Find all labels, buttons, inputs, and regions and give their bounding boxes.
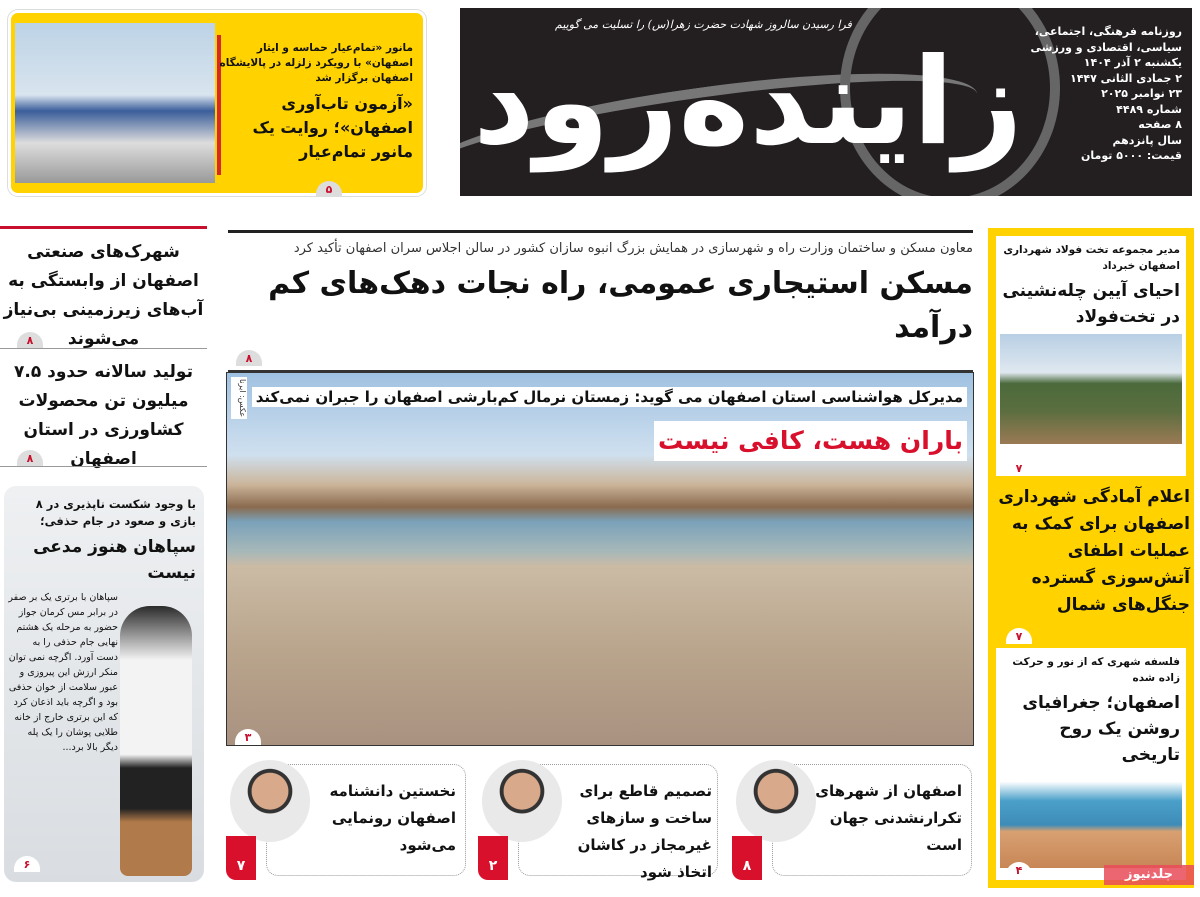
headline[interactable]: تولید سالانه حدود ۷.۵ میلیون تن محصولات کشاورزی در استان اصفهان: [14, 362, 193, 469]
right-story[interactable]: [996, 648, 1186, 880]
headline[interactable]: سپاهان هنوز مدعی نیست: [33, 537, 196, 583]
headline[interactable]: «آزمون تاب‌آوری اصفهان»؛ روایت یک مانور تمام‌عیار: [252, 94, 413, 161]
kicker: مدیر مجموعه تخت فولاد شهرداری اصفهان خبرداد: [1003, 244, 1180, 272]
lead-headline[interactable]: مسکن استیجاری عمومی، راه نجات دهک‌های کم درآمد: [268, 266, 973, 345]
issue-info: [1031, 24, 1183, 164]
kicker: مانور «تمام‌عیار حماسه و ایثار اصفهان» با رویکرد زلزله در پالایشگاه اصفهان برگزار شد: [219, 42, 413, 84]
info-issue: شماره ۴۴۸۹: [1116, 102, 1182, 116]
portrait-photo: [482, 760, 562, 842]
profile-story[interactable]: [226, 756, 466, 880]
info-pages: ۸ صفحه: [1138, 118, 1182, 131]
headline[interactable]: نخستین دانشنامه اصفهان رونمایی می‌شود: [329, 782, 456, 854]
page-number: ۶: [14, 856, 40, 872]
info-price: قیمت: ۵۰۰۰ تومان: [1081, 149, 1182, 162]
profile-story[interactable]: [732, 756, 972, 880]
divider: [0, 466, 207, 467]
portrait-photo: [230, 760, 310, 842]
portrait-photo: [736, 760, 816, 842]
info-date: یکشنبه ۲ آذر ۱۴۰۴: [1083, 56, 1182, 69]
divider: [0, 348, 207, 349]
page-number: ۷: [1006, 628, 1032, 644]
profile-story[interactable]: [478, 756, 718, 880]
tagline: فرا رسیدن سالروز شهادت حضرت زهرا(س) را تسلیت می گوییم: [555, 18, 852, 31]
page-number: ۷: [1006, 460, 1032, 476]
right-column: [988, 228, 1194, 888]
top-feature-box[interactable]: [8, 10, 426, 196]
kicker: با وجود شکست ناپذیری در ۸ بازی و صعود در جام حذفی؛: [35, 497, 196, 528]
drill-photo: [15, 23, 215, 183]
info-line: سیاسی، اقتصادی و ورزشی: [1030, 40, 1182, 54]
info-date-gregorian: ۲۳ نوامبر ۲۰۲۵: [1101, 87, 1182, 100]
page-number: ۷: [226, 836, 256, 880]
headline[interactable]: اعلام آمادگی شهرداری اصفهان برای کمک به عملیات اطفای آتش‌سوزی گسترده جنگل‌های شمال: [998, 487, 1190, 615]
right-story[interactable]: [996, 236, 1186, 476]
body-text: سپاهان با برتری یک بر صفر در برابر مس کرمان جواز حضور به مرحله یک هشتم نهایی جام حذفی را به دست آورد. اگرچه نمی توان منکر ارزش این پیروزی و عبور سلامت از خوان حذفی بود و اگرچه باید اذعان کرد که این برتری خارج از خانه طلایی پوشان را یک پله دیگر بالا برد...: [8, 592, 118, 753]
divider: [0, 226, 207, 229]
sport-box[interactable]: [4, 486, 204, 882]
lead-footer: [228, 350, 973, 366]
masthead: [460, 8, 1192, 196]
headline[interactable]: اصفهان؛ جغرافیای روشن یک روح تاریخی: [1022, 693, 1180, 765]
page-number: ۸: [17, 332, 43, 348]
headline[interactable]: اصفهان از شهرهای تکرارنشدنی جهان است: [815, 782, 962, 854]
page-number: ۴: [1006, 862, 1032, 878]
photo-credit: عکس: ایرنا: [231, 377, 247, 419]
headline[interactable]: احیای آیین چله‌نشینی در تخت‌فولاد: [1002, 281, 1180, 327]
newspaper-logo: زاینده‌رود: [473, 33, 1023, 172]
lead-kicker: معاون مسکن و ساختمان وزارت راه و شهرسازی در همایش بزرگ انبوه سازان کشور در سالن اجلاس سران اصفهان تأکید کرد: [293, 241, 973, 256]
right-story[interactable]: [992, 484, 1190, 619]
watermark-logo: جلد‌نیوز: [1104, 865, 1194, 885]
sport-text: [8, 496, 196, 755]
headline[interactable]: شهرک‌های صنعتی اصفهان از وابستگی به آب‌های زیرزمینی بی‌نیاز می‌شوند: [3, 242, 204, 349]
info-year: سال پانزدهم: [1112, 133, 1182, 147]
kicker: فلسفه شهری که از نور و حرکت زاده شده: [1012, 656, 1180, 684]
lake-photo[interactable]: [226, 372, 974, 746]
mosque-photo: [1000, 772, 1182, 868]
page-number: ۳: [235, 729, 261, 745]
headline[interactable]: باران هست، کافی نیست: [654, 421, 967, 461]
info-date-hijri: ۲ جمادی الثانی ۱۴۴۷: [1069, 71, 1182, 85]
page-number: ۵: [316, 181, 342, 197]
lead-story: [228, 230, 973, 372]
info-line: روزنامه فرهنگی، اجتماعی،: [1034, 25, 1182, 38]
top-box-text: [217, 41, 413, 164]
page-number: ۸: [17, 450, 43, 466]
headline[interactable]: تصمیم قاطع برای ساخت و سازهای غیرمجاز در کاشان اتخاذ شود: [577, 782, 712, 881]
page-number: ۸: [732, 836, 762, 880]
page-number: ۸: [236, 350, 262, 366]
page-number: ۲: [478, 836, 508, 880]
kicker: مدیرکل هواشناسی استان اصفهان می گوید: زمستان نرمال کم‌بارشی اصفهان را جبران نمی‌کند: [252, 387, 967, 407]
takhte-foulad-photo: [1000, 334, 1182, 444]
